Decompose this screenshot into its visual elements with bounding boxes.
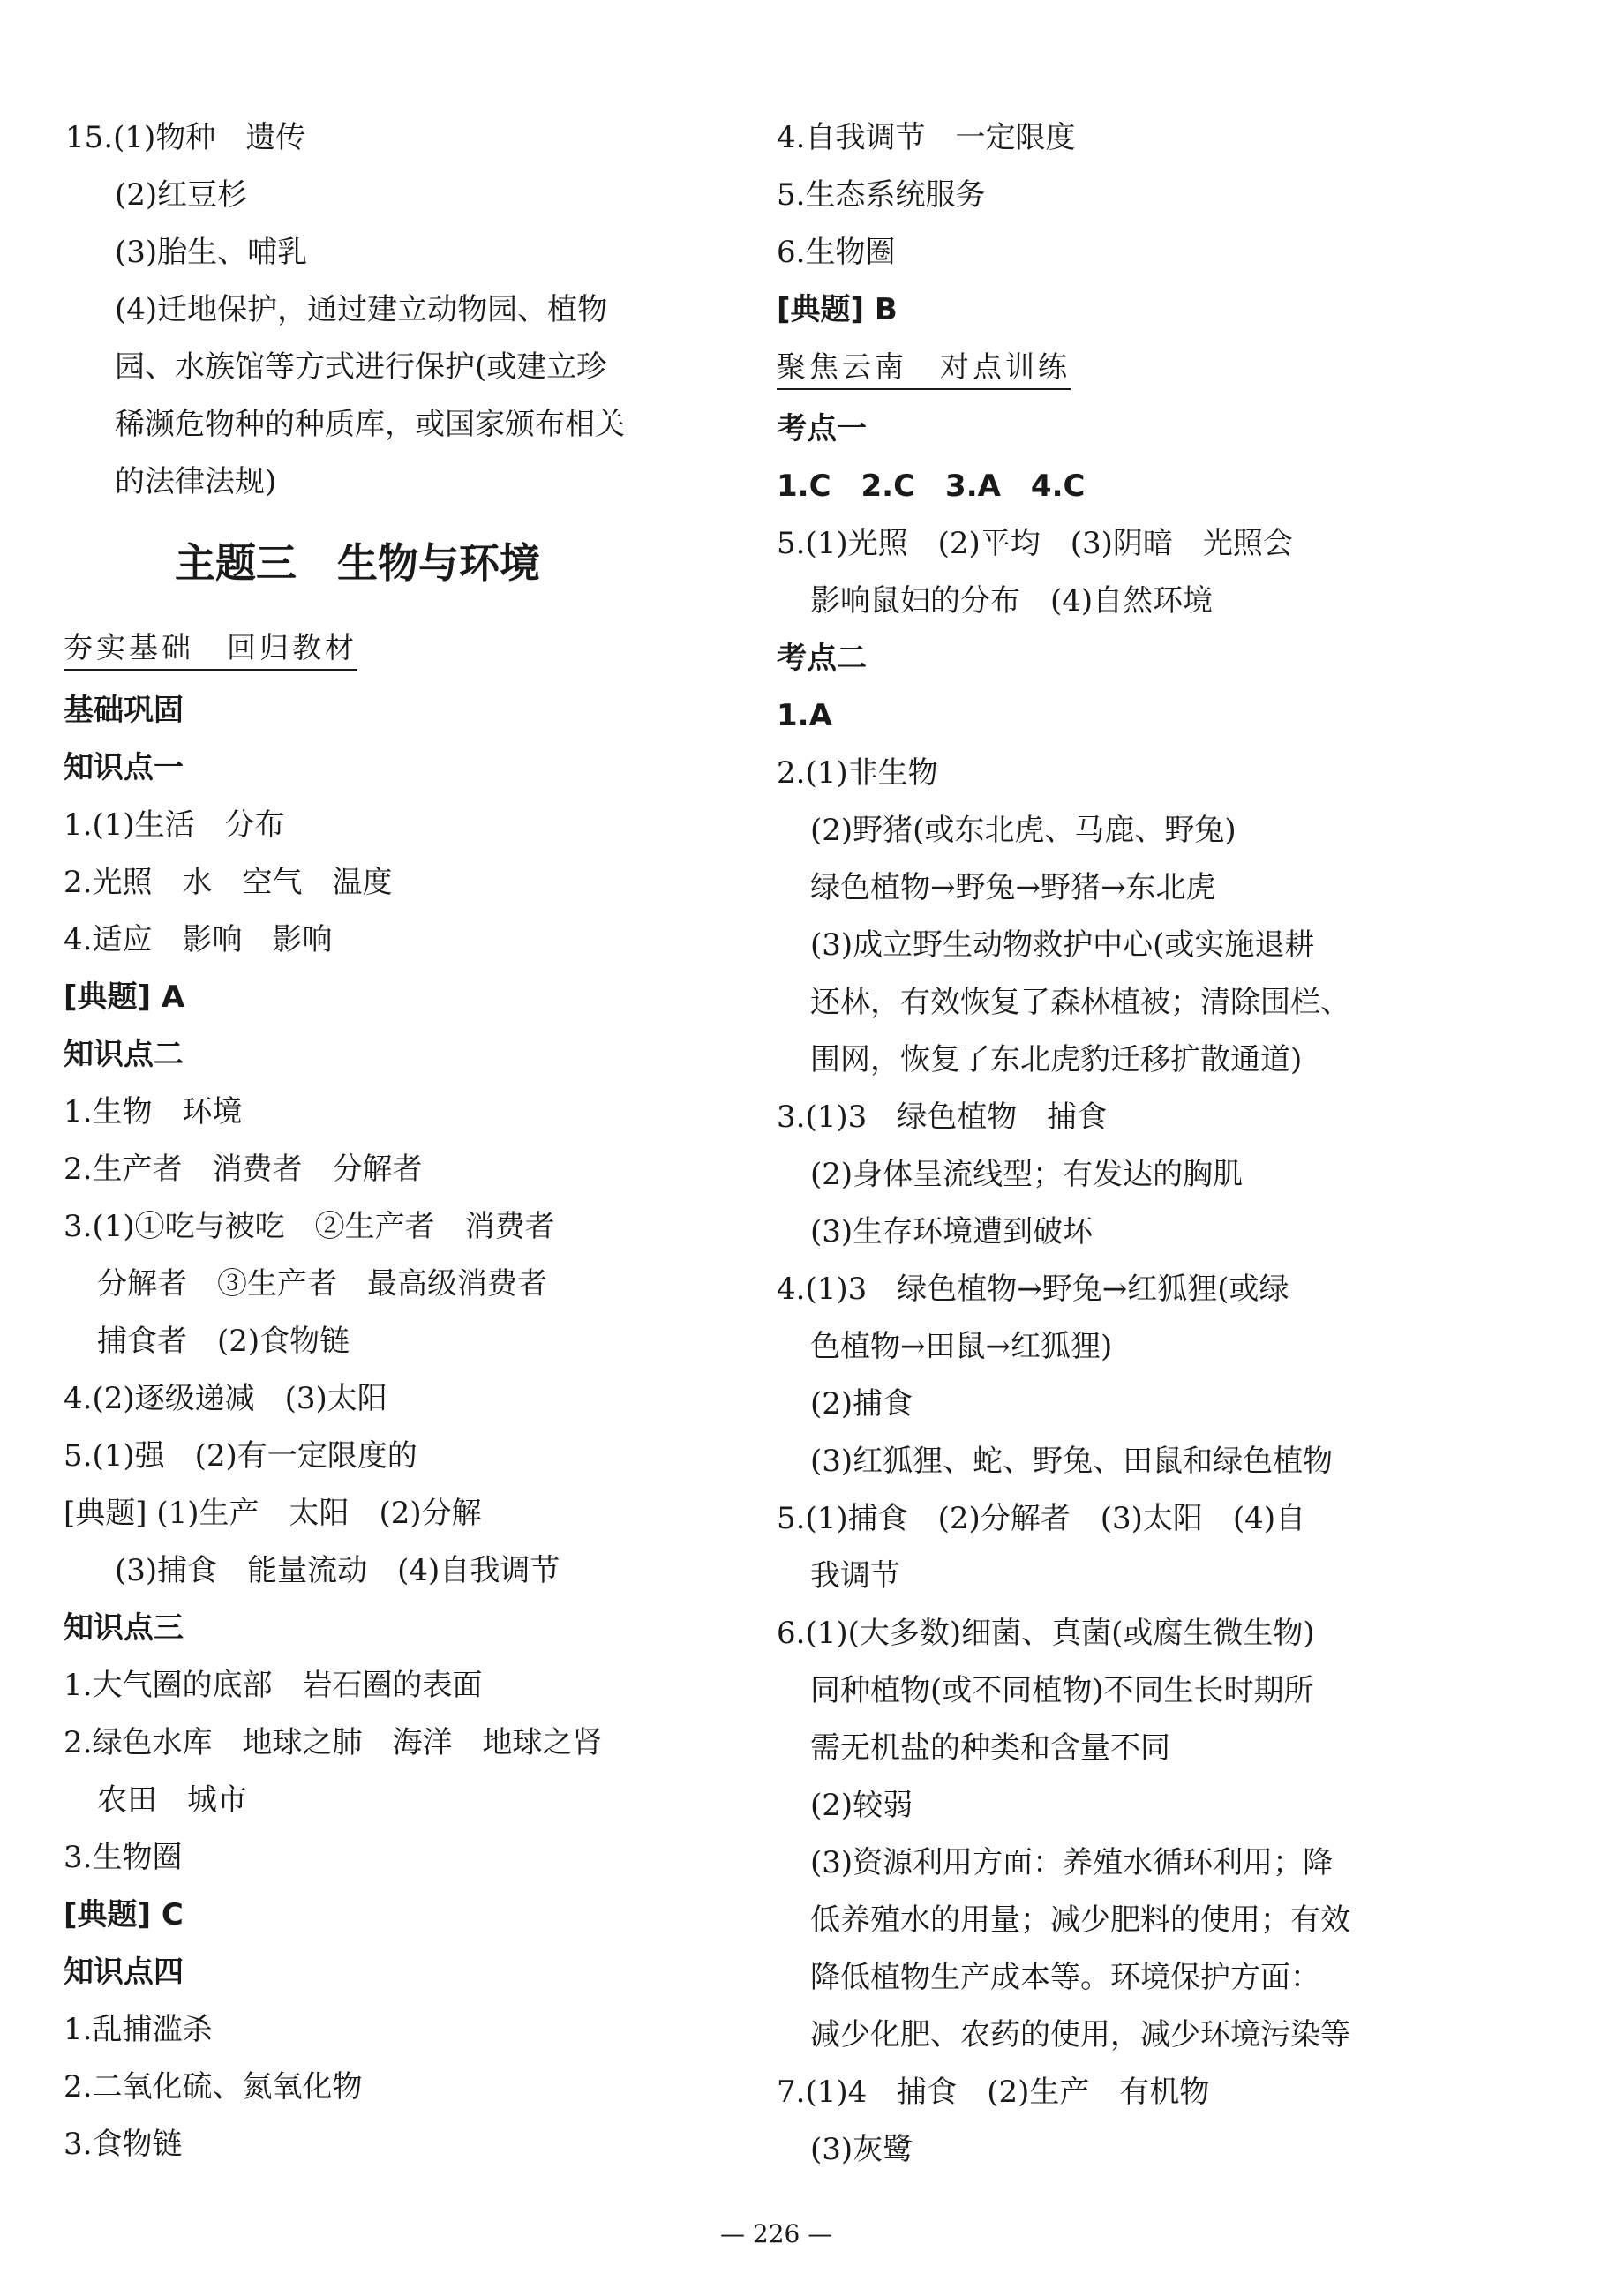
answer-line: (2)红豆杉: [115, 177, 248, 213]
answer-line: 4.(1)3 绿色植物→野兔→红狐狸(或绿: [777, 1272, 1289, 1307]
answer-line: 1.乱捕滥杀: [64, 2012, 213, 2047]
answer-line: 6.生物圈: [777, 235, 896, 270]
answer-line: 15.(1)物种 遗传: [65, 120, 306, 155]
answer-line: 3.(1)3 绿色植物 捕食: [777, 1099, 1108, 1135]
page-number: — 226 —: [720, 2219, 833, 2248]
answer-line: 5.生态系统服务: [777, 177, 986, 213]
answer-line: 绿色植物→野兔→野猪→东北虎: [810, 870, 1216, 905]
answer-line: 捕食者 (2)食物链: [97, 1324, 350, 1359]
answer-line: 农田 城市: [97, 1782, 247, 1818]
answer-line: 5.(1)捕食 (2)分解者 (3)太阳 (4)自: [777, 1501, 1306, 1536]
answer-line: (2)野猪(或东北虎、马鹿、野兔): [810, 813, 1236, 848]
answer-line: 降低植物生产成本等。环境保护方面：: [810, 1960, 1320, 1995]
answer-line: 还林，有效恢复了森林植被；清除围栏、: [810, 985, 1350, 1020]
answer-line: (3)成立野生动物救护中心(或实施退耕: [810, 927, 1315, 963]
example-answer: [典题] B: [777, 292, 898, 327]
answer-line: 2.(1)非生物: [777, 755, 938, 791]
answer-line: 1.A: [777, 698, 832, 733]
answer-line: 5.(1)光照 (2)平均 (3)阴暗 光照会: [777, 526, 1293, 561]
answer-line: (3)生存环境遭到破坏: [810, 1214, 1094, 1249]
example-answer: [典题] (1)生产 太阳 (2)分解: [64, 1496, 482, 1531]
answer-line: 需无机盐的种类和含量不同: [810, 1730, 1170, 1766]
exam-point-title: 考点一: [777, 411, 867, 446]
answer-line: 5.(1)强 (2)有一定限度的: [64, 1438, 417, 1474]
answer-line: 4.自我调节 一定限度: [777, 120, 1076, 155]
answer-line: (2)较弱: [810, 1788, 913, 1823]
example-answer: [典题] C: [64, 1897, 184, 1932]
answer-line: (2)捕食: [810, 1386, 913, 1422]
answer-line: 1.(1)生活 分布: [64, 807, 285, 843]
answer-line: (3)资源利用方面：养殖水循环利用；降: [810, 1845, 1334, 1880]
answer-line: 的法律法规): [115, 464, 277, 499]
answer-line: 低养殖水的用量；减少肥料的使用；有效: [810, 1902, 1350, 1938]
answer-line: (3)红狐狸、蛇、野兔、田鼠和绿色植物: [810, 1444, 1334, 1479]
answer-line: 影响鼠妇的分布 (4)自然环境: [810, 583, 1214, 619]
answer-line: 同种植物(或不同植物)不同生长时期所: [810, 1673, 1314, 1708]
topic-title: 主题三 生物与环境: [175, 539, 540, 587]
answer-line: 7.(1)4 捕食 (2)生产 有机物: [777, 2075, 1210, 2110]
section-header: 聚焦云南 对点训练: [777, 348, 1071, 390]
knowledge-point-title: 知识点一: [64, 750, 184, 785]
answer-line: (3)灰鹭: [810, 2132, 913, 2167]
knowledge-point-title: 知识点三: [64, 1610, 184, 1646]
exam-point-title: 考点二: [777, 641, 867, 676]
answer-line: 3.生物圈: [64, 1840, 183, 1875]
answer-line: 稀濒危物种的种质库，或国家颁布相关: [115, 407, 625, 442]
answer-line: 1.生物 环境: [64, 1094, 243, 1129]
answer-line: 园、水族馆等方式进行保护(或建立珍: [115, 349, 607, 385]
answer-line: 3.食物链: [64, 2127, 183, 2162]
section-header: 夯实基础 回归教材: [64, 628, 357, 671]
answer-line: 2.光照 水 空气 温度: [64, 865, 393, 900]
answer-line: (3)胎生、哺乳: [115, 235, 308, 270]
answer-line: 6.(1)(大多数)细菌、真菌(或腐生微生物): [777, 1616, 1315, 1651]
answer-line: 4.(2)逐级递减 (3)太阳: [64, 1381, 387, 1416]
answer-line: 分解者 ③生产者 最高级消费者: [97, 1266, 547, 1302]
answer-line: 1.大气圈的底部 岩石圈的表面: [64, 1668, 483, 1703]
answer-line: 2.绿色水库 地球之肺 海洋 地球之肾: [64, 1725, 603, 1760]
subsection-title: 基础巩固: [64, 693, 184, 728]
answer-line: (3)捕食 能量流动 (4)自我调节: [115, 1553, 560, 1588]
answer-line: 4.适应 影响 影响: [64, 922, 333, 957]
answer-line: 3.(1)①吃与被吃 ②生产者 消费者: [64, 1209, 555, 1244]
example-answer: [典题] A: [64, 979, 185, 1015]
answer-line: 2.二氧化硫、氮氧化物: [64, 2069, 363, 2105]
knowledge-point-title: 知识点四: [64, 1955, 184, 1990]
answer-line: (2)身体呈流线型；有发达的胸肌: [810, 1157, 1244, 1192]
answer-line: 减少化肥、农药的使用，减少环境污染等: [810, 2017, 1350, 2052]
answer-line: 2.生产者 消费者 分解者: [64, 1152, 423, 1187]
answer-line: (4)迁地保护，通过建立动物园、植物: [115, 292, 608, 327]
answer-line: 1.C 2.C 3.A 4.C: [777, 469, 1086, 504]
answer-line: 我调节: [810, 1558, 900, 1594]
answer-line: 色植物→田鼠→红狐狸): [810, 1329, 1113, 1364]
answer-line: 围网，恢复了东北虎豹迁移扩散通道): [810, 1042, 1303, 1077]
knowledge-point-title: 知识点二: [64, 1037, 184, 1072]
